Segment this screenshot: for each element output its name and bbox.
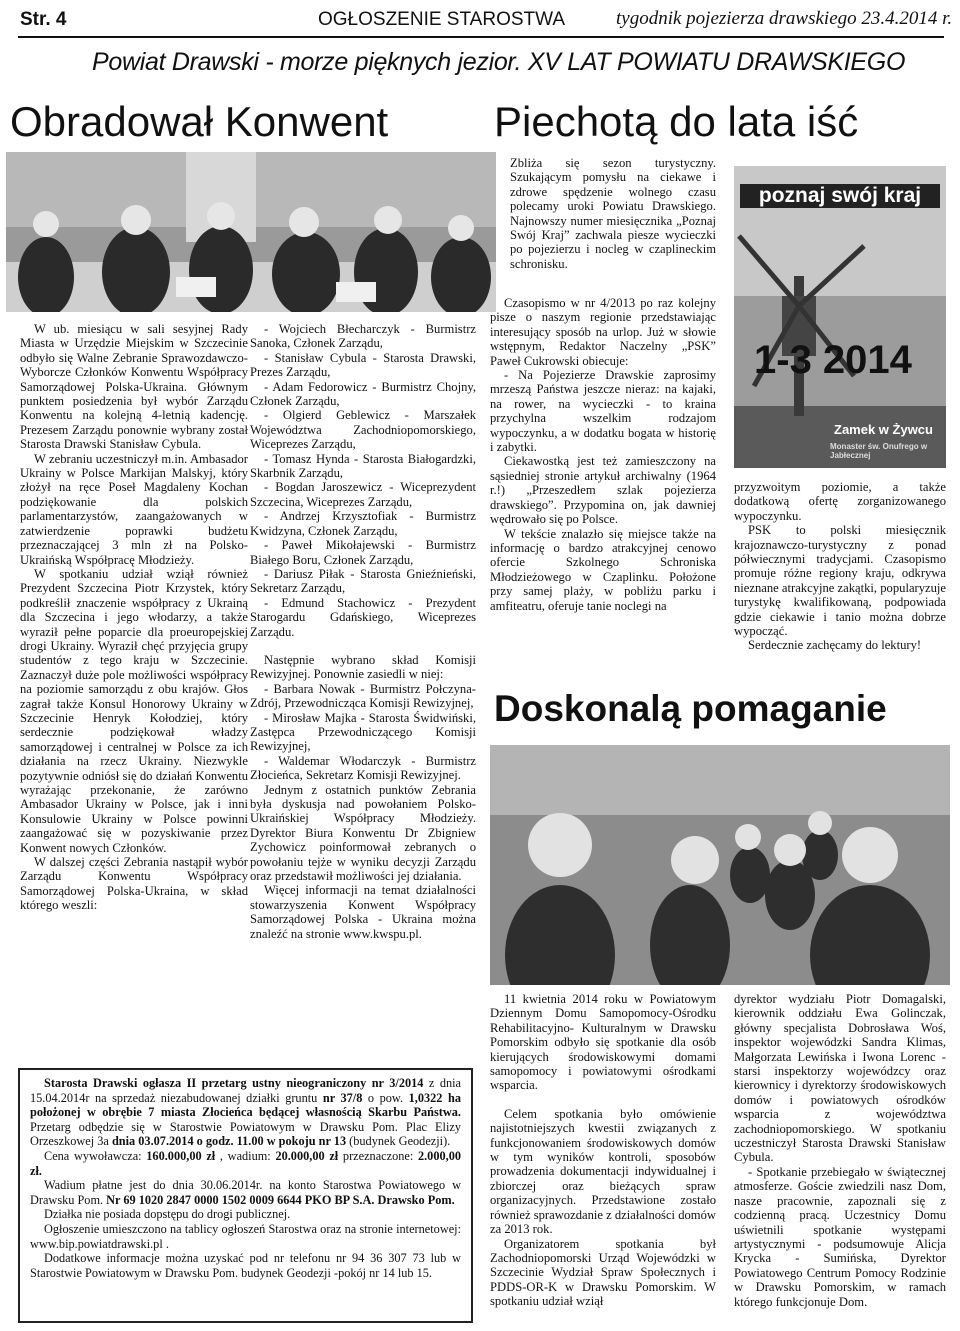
paragraph: - Barbara Nowak - Burmistrz Połczyna-Zdrój, Przewodnicząca Komisji Rewizyjnej, xyxy=(250,681,476,711)
magazine-title: poznaj swój kraj xyxy=(740,184,940,208)
piechota-column-1 xyxy=(490,296,716,613)
paragraph: Jednym z ostatnich punktów Zebrania była dyskusja nad powołaniem Polsko-Ukraińskiej Współpracy Młodzieży. Dyrektor Biura Konwentu Dr Zbigniew Zychowicz poinformował zebranych o powołaniu tejże w wyniku decyzji Zarządu oraz przedstawił możliwości jej działania. xyxy=(250,782,476,884)
tender-notice xyxy=(18,1068,473,1323)
paragraph: - Adam Fedorowicz - Burmistrz Chojny, Członek Zarządu, xyxy=(250,379,476,409)
notice-paragraph: Ogłoszenie umieszczono na tablicy ogłoszeń Starostwa oraz na stronie internetowej: www.bip.powiatdrawski.pl . xyxy=(30,1221,461,1251)
konwent-photo xyxy=(6,152,496,312)
notice-paragraph xyxy=(30,1076,461,1149)
piechota-title: Piechotą do lata iść xyxy=(494,98,859,145)
paragraph: - Spotkanie przebiegało w świątecznej atmosferze. Goście zwiedzili nasz Dom, nasze pracownie, zapoznali się z codzienną pracą. Uczestnicy Domu uświetnili spotkanie występami artystycznymi - podsumowuje Alicja Krycka - Sumińska, Dyrektor Powiatowego Centrum Pomocy Rodzinie w Drawsku Pomorskim, w ramach którego funkcjonuje Dom. xyxy=(734,1164,946,1309)
paragraph: PSK to polski miesięcznik krajoznawczo-turystyczny z ponad półwiecznymi tradycjami. Czasopismo promuje różne regiony kraju, odkrywa nieznane atrakcyjne zakątki, popularyzuje turystykę kwalifikowaną, podpowiada gdzie ciekawie i tanio można dobrze wypocząć. xyxy=(734,523,946,639)
paragraph: - Stanisław Cybula - Starosta Drawski, Prezes Zarządu, xyxy=(250,350,476,380)
notice-paragraph: Dodatkowe informacje można uzyskać pod nr telefonu nr 94 36 307 73 lub w Starostwie Powiatowym w Drawsku Pom. budynek Geodezji -pokój nr 14 lub 15. xyxy=(30,1251,461,1280)
paragraph: Organizatorem spotkania był Zachodniopomorski Urząd Wojewódzki w Szczecinie Wydział Spraw Społecznych i PDDS-OR-K w Drawsku Pomorskim. W spotkaniu udział wziął xyxy=(490,1236,716,1309)
paragraph: W tekście znalazło się miejsce także na informację o bardzo atrakcyjnej cenowo ofercie Szkolnego Schroniska Młodzieżowego w Czaplinku. Położone przy samej plaży, w pobliżu parku i amfiteatru, oferuje tanie noclegi na xyxy=(490,526,716,613)
notice-text: 2.000,00 zł. xyxy=(30,1148,461,1178)
notice-text: Wadium płatne jest do dnia 30.06.2014r. na konto Starostwa Powiatowego w Drawsku Pom. xyxy=(30,1178,461,1207)
paragraph: Celem spotkania było omówienie najistotniejszych kwestii związanych z funkcjonowaniem środowiskowych domów w tym wyników kontroli, sposobów prowadzenia dokumentacji indywidualnej i zbiorczej oraz bieżących spraw organizacyjnych. Przedstawione zostało również sprawozdanie z działalności domów za 2013 rok. xyxy=(490,1106,716,1237)
notice-paragraph xyxy=(30,1149,461,1178)
notice-text: (budynek Geodezji). xyxy=(346,1134,451,1149)
doskonala-column-1 xyxy=(490,992,716,1309)
notice-text: Cena wywoławcza: xyxy=(44,1148,147,1163)
section-title: OGŁOSZENIE STAROSTWA xyxy=(318,9,566,30)
magazine-cover xyxy=(734,166,946,468)
paragraph: W dalszej części Zebrania nastąpił wybór Zarządu Konwentu Współpracy Samorządowej Polska-Ukraina, w skład którego weszli: xyxy=(20,855,248,913)
paragraph: Zbliża się sezon turystyczny. Szukającym pomysłu na ciekawe i zdrowe spędzenie wolnego czasu polecamy uroki Powiatu Drawskiego. Najnowszy numer miesięcznika „Poznaj Swój Kraj” zachwala piesze wycieczki po pojezierzu i nocleg w czaplineckim schronisku. xyxy=(510,156,716,271)
konwent-column-2 xyxy=(250,322,476,941)
notice-text: z dnia 15.04.2014r na sprzedaż niezabudowanej działki gruntu xyxy=(30,1076,462,1105)
header-rule xyxy=(18,36,944,38)
paragraph: - Bogdan Jaroszewicz - Wiceprezydent Szczecina, Wiceprezes Zarządu, xyxy=(250,480,476,509)
notice-paragraph: Działka nie posiada dopstępu do drogi publicznej. xyxy=(44,1207,291,1222)
paragraph: W spotkaniu udział wziął również Prezydent Szczecina Piotr Krzystek, który podkreślił znaczenie współpracy z Ukrainą dla Szczecina i jego włodarzy, a także wyraził pełne poparcie dla proeuropejskiej drogi Ukrainy. Wyraził chęć przyjęcia grupy studentów z tego kraju w Szczecinie. Zaznaczył duże pole możliwości współpracy na poziomie samorządu z obu krajów. Głos zagrał także Konsul Honorowy Ukrainy w Szczecinie Henryk Kołodziej, który serdecznie podziękował władzy samorządowej i centralnej w Polsce za ich działania na rzecz Ukrainy. Niezwykle pozytywnie odniósł się do działań Konwentu wyrażając przekonanie, że zarówno Ambasador Ukrainy w Polsce, jak i inni Konsulowie Ukrainy w Polsce powinni zaangażować się w pozyskiwanie przez Konwent nowych Członków. xyxy=(20,566,248,855)
paragraph: Czasopismo w nr 4/2013 po raz kolejny pisze o naszym regionie przedstawiając interesujący sposób na urlop. Już w słowie wstępnym, Redaktor Naczelny „PSK” Paweł Cukrowski obiecuje: xyxy=(490,296,716,368)
paragraph: - Paweł Mikołajewski - Burmistrz Białego Boru, Członek Zarządu, xyxy=(250,538,476,567)
paragraph: W zebraniu uczestniczył m.in. Ambasador Ukrainy w Polsce Markijan Malskyj, który złożył na ręce Poseł Magdaleny Kochan podziękowanie dla polskich parlamentarzystów, zaangażowanych w zatwierdzenie poprawki budżetu przeznaczającej 3 mln zł na Polsko-Ukraińską Współpracę Młodzieży. xyxy=(20,451,248,567)
paragraph: - Olgierd Geblewicz - Marszałek Województwa Zachodniopomorskiego, Wiceprezes Zarządu, xyxy=(250,408,476,452)
paragraph: - Na Pojezierze Drawskie zaprosimy mrzeszą Państwa jeszcze nieraz: na kajaki, na rower, na wycieczki - to kraina przychylna wszelkim rodzajom wypoczynku, a w dodatku bogata w historię i zabytki. xyxy=(490,368,716,455)
konwent-title: Obradował Konwent xyxy=(10,98,389,145)
paragraph: Ciekawostką jest też zamieszczony na sąsiedniej stronie artykuł archiwalny (1964 r.!) „Przeszedłem szlak pojezierza drawskiego”. Przypomina on, jak dawniej wędrowało się po Polsce. xyxy=(490,454,716,527)
notice-text: 1,0322 ha położonej w obrębie 7 miasta Złocieńca będącej własnością Skarbu Państwa. xyxy=(30,1090,462,1120)
piechota-column-2 xyxy=(734,480,946,653)
doskonala-title: Doskonalą pomaganie xyxy=(494,688,887,729)
paragraph: - Wojciech Błecharczyk - Burmistrz Sanoka, Członek Zarządu, xyxy=(250,322,476,351)
doskonala-column-2 xyxy=(734,992,946,1309)
paragraph: - Dariusz Piłak - Starosta Gnieźnieński, Sekretarz Zarządu, xyxy=(250,566,476,596)
paragraph: - Edmund Stachowicz - Prezydent Starogardu Gdańskiego, Wiceprezes Zarządu. xyxy=(250,595,476,639)
page-number: Str. 4 xyxy=(20,9,67,30)
notice-text: o pow. xyxy=(362,1090,409,1105)
paragraph: - Tomasz Hynda - Starosta Białogardzki, Skarbnik Zarządu, xyxy=(250,451,476,481)
notice-text: Nr 69 1020 2847 0000 1502 0009 6644 PKO BP S.A. Drawsko Pom. xyxy=(106,1192,455,1207)
magazine-subtitle: Zamek w Żywcu xyxy=(834,422,933,437)
paragraph: Więcej informacji na temat działalności stowarzyszenia Konwent Współpracy Samorządowej Polska - Ukraina można znaleźć na stronie www.kwspu.pl. xyxy=(250,883,476,941)
paragraph: Serdecznie zachęcamy do lektury! xyxy=(748,638,922,653)
magazine-subtitle-2: Monaster św. Onufrego w Jabłecznej xyxy=(830,442,928,460)
notice-text: dnia 03.07.2014 o godz. 11.00 w pokoju nr 13 xyxy=(111,1134,347,1149)
paragraph: przyzwoitym poziomie, a także dodatkową ofertę zorganizowanego wypoczynku. xyxy=(734,480,946,523)
notice-text: nr 37/8 xyxy=(322,1090,363,1105)
magazine-date: 1-3 2014 xyxy=(754,338,912,382)
notice-text: 160.000,00 zł xyxy=(146,1148,216,1163)
notice-text: Przetarg odbędzie się w Starostwie Powiatowym w Drawsku Pom. Plac Elizy Orzeszkowej 3a xyxy=(30,1119,461,1149)
doskonala-photo xyxy=(490,745,950,985)
paragraph: dyrektor wydziału Piotr Domagalski, kierownik oddziału Ewa Golinczak, główny specjalista Dobrosława Woś, inspektor wojewódzki Sandra Klimas, Małgorzata Lewińska i Iwona Lorenc - starsi inspektorzy wojewódzcy oraz kierownicy i dyrektorzy środowiskowych domów i powiatowych ośrodków wsparcia z województwa zachodniopomorskiego. W spotkaniu uczestniczył Starosta Drawski Stanisław Cybula. xyxy=(734,992,946,1165)
banner: Powiat Drawski - morze pięknych jezior. XV LAT POWIATU DRAWSKIEGO xyxy=(92,48,906,76)
paragraph: - Mirosław Majka - Starosta Świdwiński, Zastępca Przewodniczącego Komisji Rewizyjnej, xyxy=(250,710,476,754)
notice-text: 20.000,00 zł xyxy=(275,1148,339,1163)
notice-text: , wadium: xyxy=(215,1148,276,1163)
paragraph: 11 kwietnia 2014 roku w Powiatowym Dziennym Domu Samopomocy-Ośrodku Rehabilitacyjno- Kulturalnym w Drawsku Pomorskim odbyło się spotkanie dla osób kierujących środowiskowymi domami samopomocy i powiatowymi ośrodkami wsparcia. xyxy=(490,992,716,1093)
paragraph: - Waldemar Włodarczyk - Burmistrz Złocieńca, Sekretarz Komisji Rewizyjnej. xyxy=(250,753,476,783)
paragraph: - Andrzej Krzysztofiak - Burmistrz Kwidzyna, Członek Zarządu, xyxy=(250,509,476,538)
paragraph: W ub. miesiącu w sali sesyjnej Rady Miasta w Urzędzie Miejskim w Szczecinie odbyło się Walne Zebranie Sprawozdawczo-Wyborcze Członków Konwentu Współpracy Samorządowej Polska-Ukraina. Głównym punktem posiedzenia był wybór Zarządu Konwentu na kolejną 4-letnią kadencję. Prezesem Zarządu ponownie wybrany został Starosta Drawski Stanisław Cybula. xyxy=(20,322,248,452)
notice-heading: Starosta Drawski ogłasza II przetarg ustny nieograniczony nr 3/2014 xyxy=(44,1076,424,1090)
piechota-intro xyxy=(510,156,716,271)
paragraph: Następnie wybrano skład Komisji Rewizyjnej. Ponownie zasiedli w niej: xyxy=(250,652,476,682)
notice-text: przeznaczone: xyxy=(338,1148,418,1163)
notice-paragraph xyxy=(30,1178,461,1207)
konwent-column-1 xyxy=(20,322,248,913)
paper-name: tygodnik pojezierza drawskiego 23.4.2014 r. xyxy=(616,8,953,29)
